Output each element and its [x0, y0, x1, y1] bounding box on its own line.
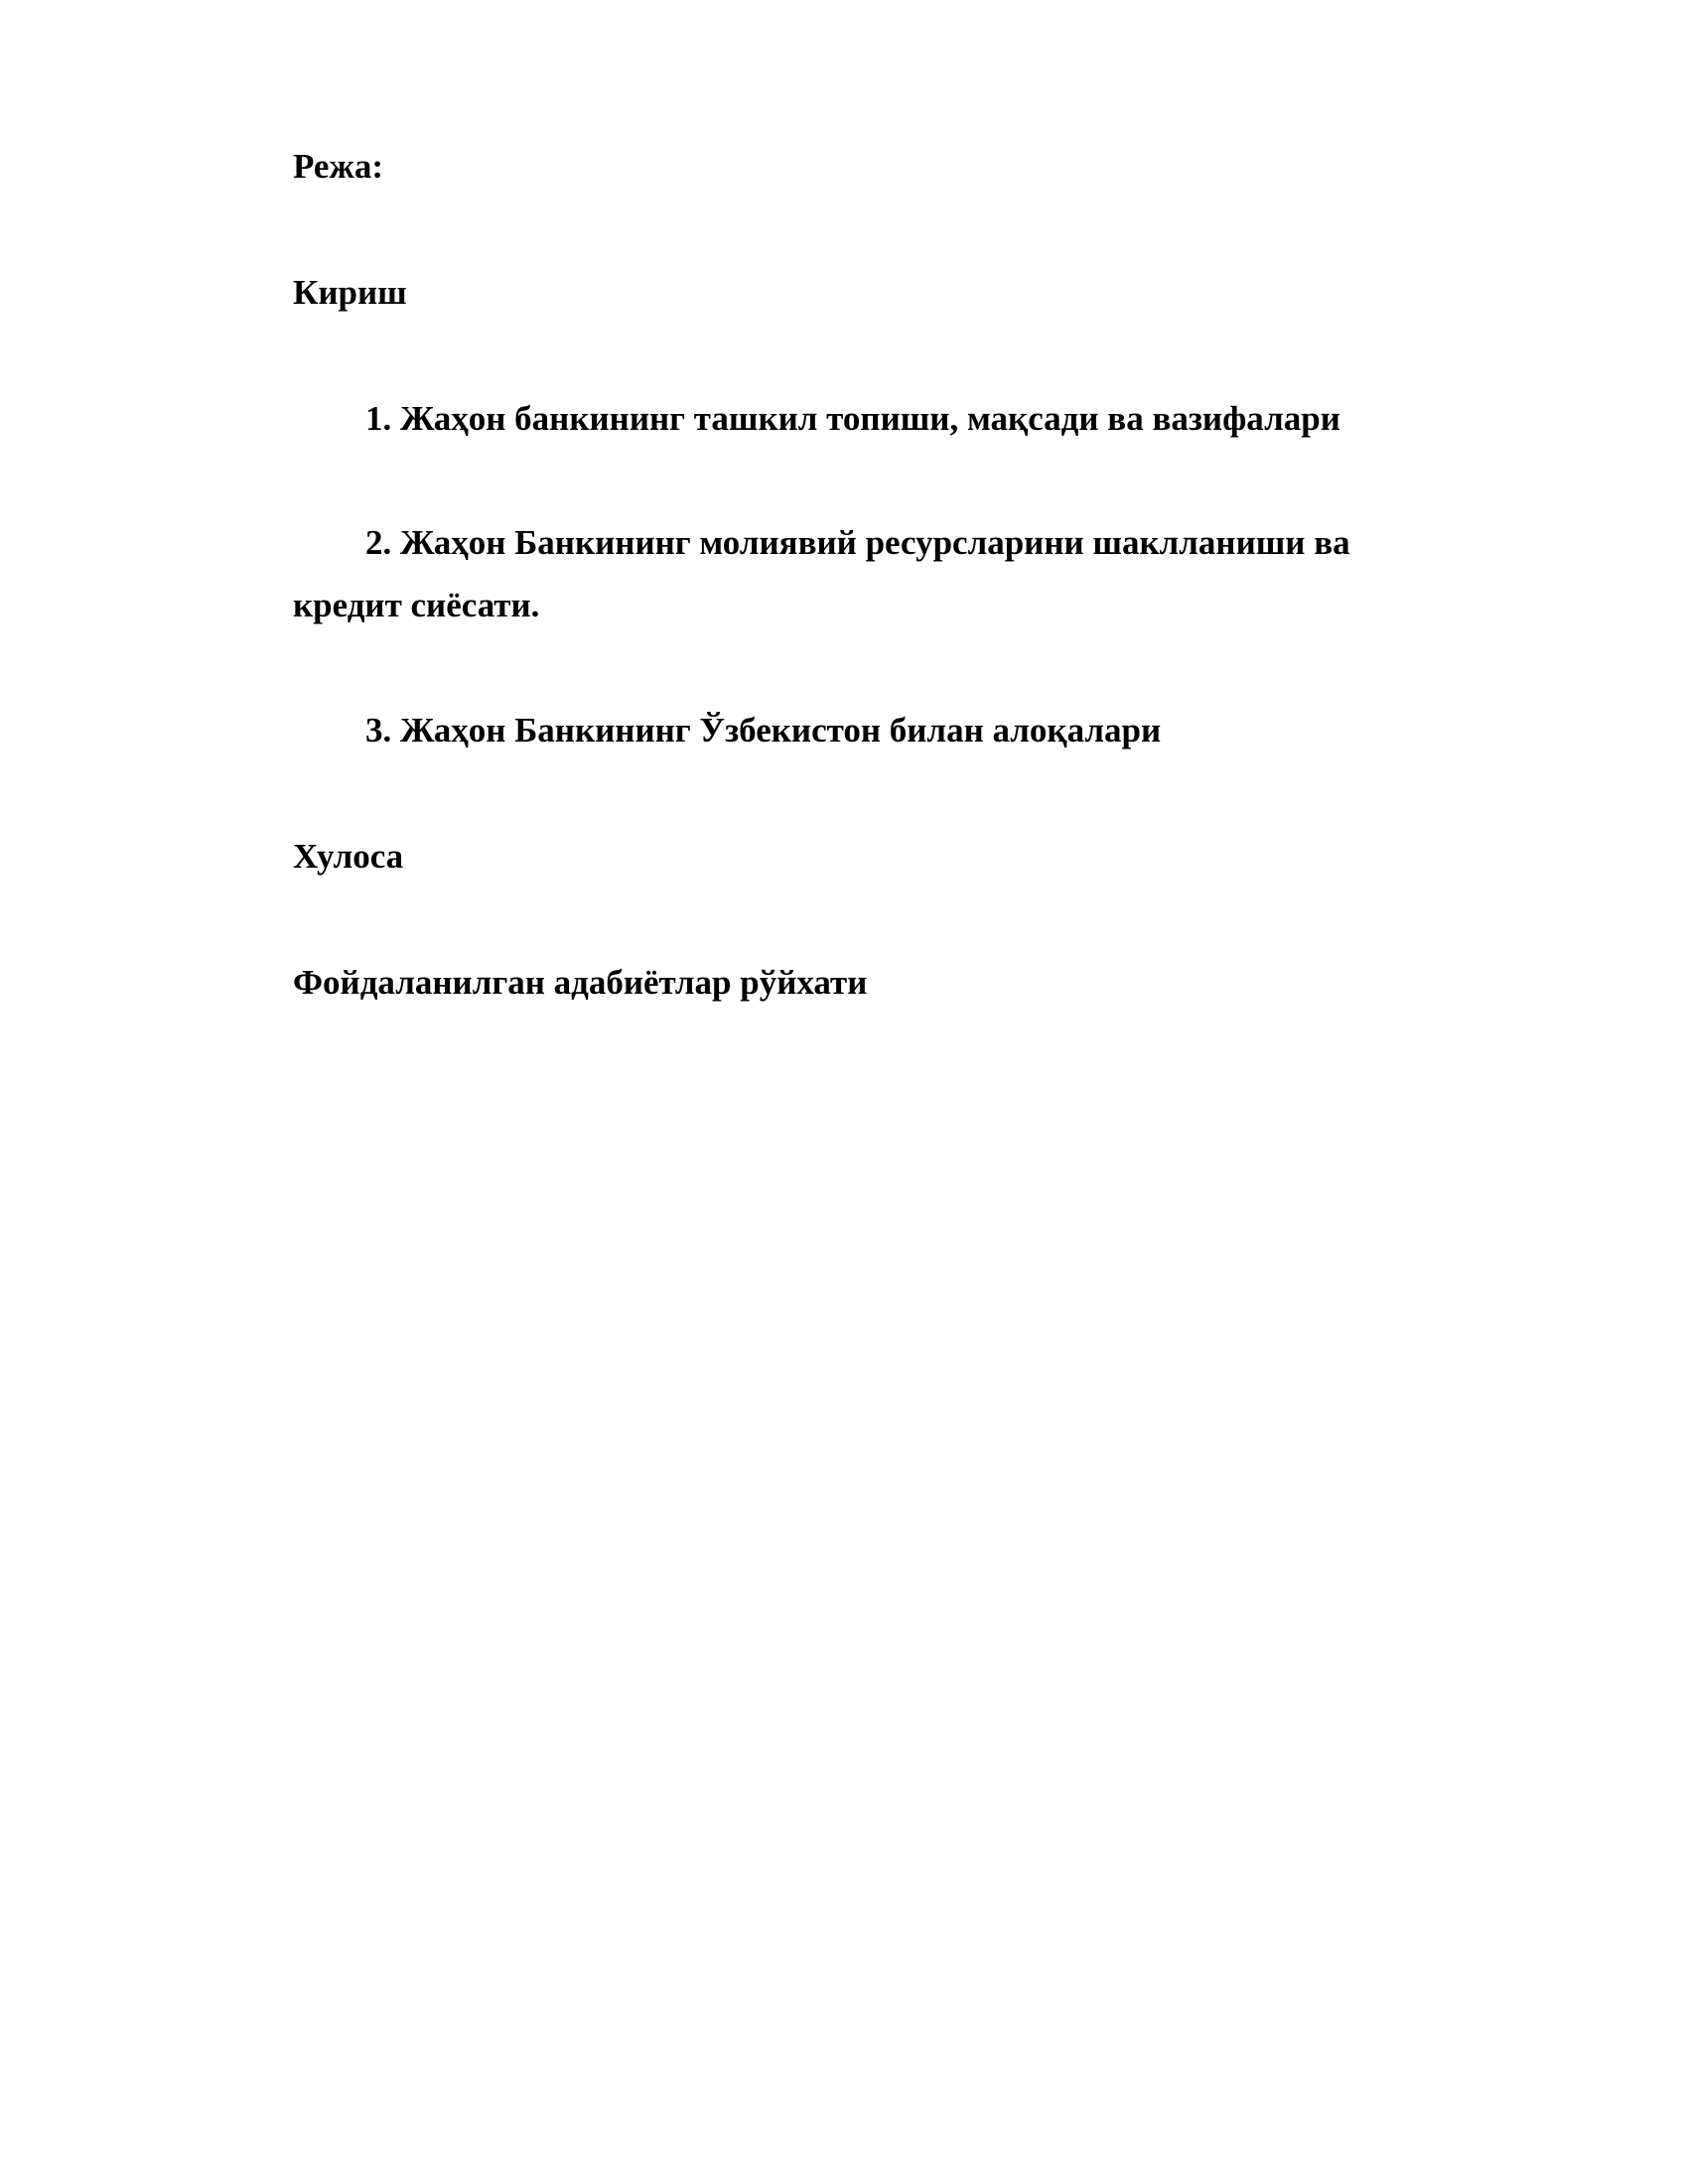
references-heading: Фойдаланилган адабиётлар рўйхати: [293, 963, 868, 1002]
plan-title: Режа:: [293, 147, 383, 186]
introduction-heading: Кириш: [293, 273, 407, 312]
conclusion-heading: Хулоса: [293, 837, 404, 876]
plan-item-2-line-2: кредит сиёсати.: [293, 586, 540, 624]
plan-item-2-line-1: 2. Жаҳон Банкининг молиявий ресурсларини шаклланиши ва: [365, 523, 1350, 562]
plan-item-1: 1. Жаҳон банкининг ташкил топиши, мақсади ва вазифалари: [365, 399, 1340, 438]
plan-item-3: 3. Жаҳон Банкининг Ўзбекистон билан алоқалари: [365, 711, 1162, 750]
